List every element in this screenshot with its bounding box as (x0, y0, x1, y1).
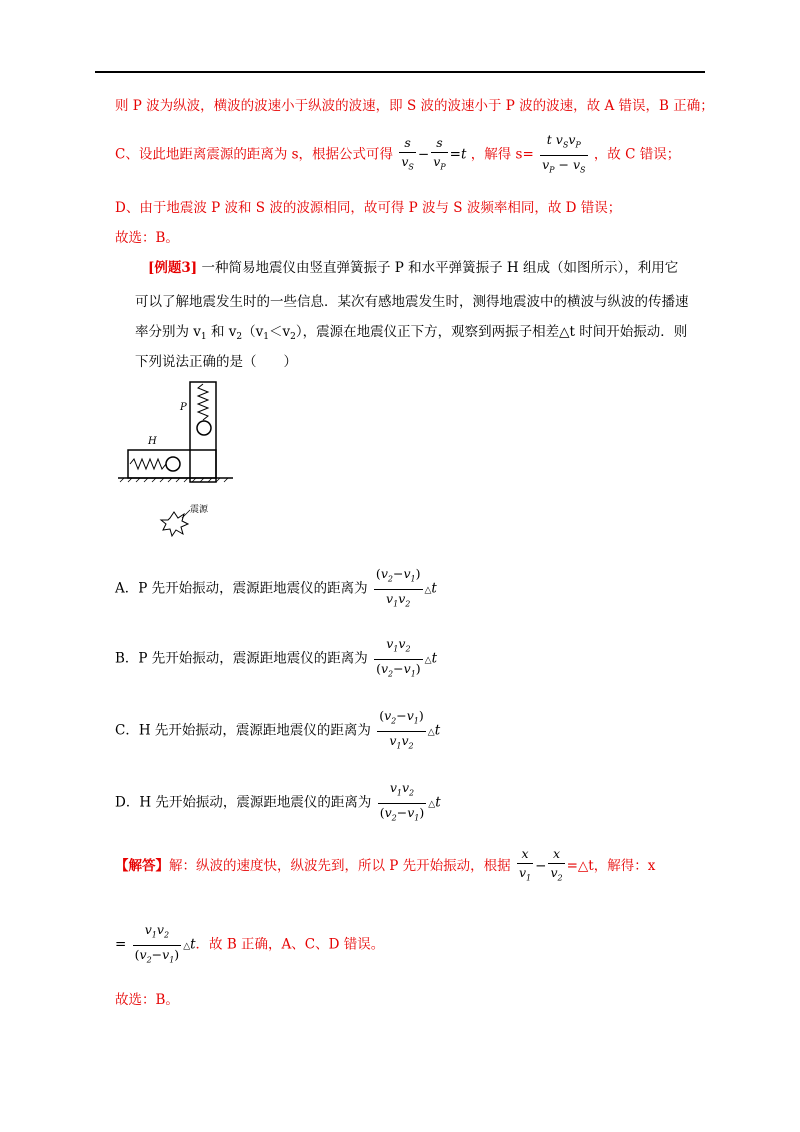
option-b: B．P 先开始振动，震源距地震仪的距离为 $\frac{v_1v_2}{(v_2-v_1)}$ △t (115, 636, 437, 682)
vertical-spring (198, 384, 208, 420)
horizontal-spring (130, 459, 166, 469)
option-c: C．H 先开始振动，震源距地震仪的距离为 $\frac{(v_2-v_1)}{v_1v_2}$ △t (115, 708, 440, 754)
option-d: D．H 先开始振动，震源距地震仪的距离为 $\frac{v_1v_2}{(v_2-v_1)}$ △t (115, 780, 441, 826)
label-p: P (180, 402, 187, 413)
seismograph-figure (118, 372, 238, 552)
answer-fraction-1: $\frac{x}{v_1}$ (518, 846, 532, 883)
example-tag: [例题3] (148, 260, 198, 276)
answer-tag: 【解答】 (115, 857, 169, 874)
vertical-ball-p (197, 421, 211, 435)
option-c-fraction: $\frac{(v_2-v_1)}{v_1v_2}$ (379, 708, 424, 750)
answer-line-1: 【解答】解：纵波的速度快，纵波先到，所以 P 先开始振动，根据 $\frac{x}{v_1}$ − $\frac{x}{v_2}$ =△t，解得：x (115, 846, 655, 887)
answer-final: 故选：B。 (115, 992, 179, 1008)
horizontal-ball-h (166, 457, 180, 471)
example-line-2: 可以了解地震发生时的一些信息．某次有感地震发生时，测得地震波中的横波与纵波的传播速 (135, 294, 689, 310)
label-h: H (148, 436, 157, 447)
option-b-fraction: $\frac{v_1v_2}{(v_2-v_1)}$ (376, 636, 421, 678)
option-a: A．P 先开始振动，震源距地震仪的距离为 $\frac{(v_2-v_1)}{v_1v_2}$ △t (115, 566, 437, 612)
solution-final-1: 故选：B。 (115, 230, 179, 246)
option-d-fraction: $\frac{v_1v_2}{(v_2-v_1)}$ (379, 780, 425, 822)
solution-line-3: D、由于地震波 P 波和 S 波的波源相同，故可得 P 波与 S 波频率相同，故 D 错误； (115, 200, 622, 216)
fraction-s-over-vp: $\frac{s}{v_P}$ (433, 134, 446, 172)
option-a-fraction: $\frac{(v_2-v_1)}{v_1v_2}$ (375, 566, 421, 608)
answer-fraction-3: $\frac{v_1v_2}{(v_2-v_1)}$ (134, 922, 180, 964)
fraction-s-over-vs: $\frac{s}{v_S}$ (401, 134, 414, 172)
header-rule (95, 71, 705, 73)
example-line-3: 率分别为 $v_1$ 和 $v_2(v_1<v_2)$，震源在地震仪正下方，观察到两振子相差△t 时间开始振动．则 (135, 324, 688, 342)
example-line-1: [例题3] 一种简易地震仪由竖直弹簧振子 P 和水平弹簧振子 H 组成（如图所示），利用它 (148, 260, 679, 276)
example-line-4: 下列说法正确的是（ ） (135, 354, 297, 370)
solution-line-1: 则 P 波为纵波，横波的波速小于纵波的波速，即 S 波的波速小于 P 波的波速，故 A 错误，B 正确； (115, 98, 714, 114)
answer-line-2: = $\frac{v_1v_2}{(v_2-v_1)}$ △t．故 B 正确，A、C、D 错误。 (115, 922, 384, 968)
solution-line-2: C、设此地距离震源的距离为 s，根据公式可得 $\frac{s}{v_S}$ − $\frac{s}{v_P}$ =t ，解得 s= $\frac{t v_Sv_P}{v_P - v_S}$ ，故 C 错误； (115, 132, 680, 178)
label-source: 震源 (190, 505, 209, 515)
fraction-solution-s: $\frac{t v_Sv_P}{v_P - v_S}$ (542, 132, 586, 174)
answer-fraction-2: $\frac{x}{v_2}$ (550, 846, 563, 883)
